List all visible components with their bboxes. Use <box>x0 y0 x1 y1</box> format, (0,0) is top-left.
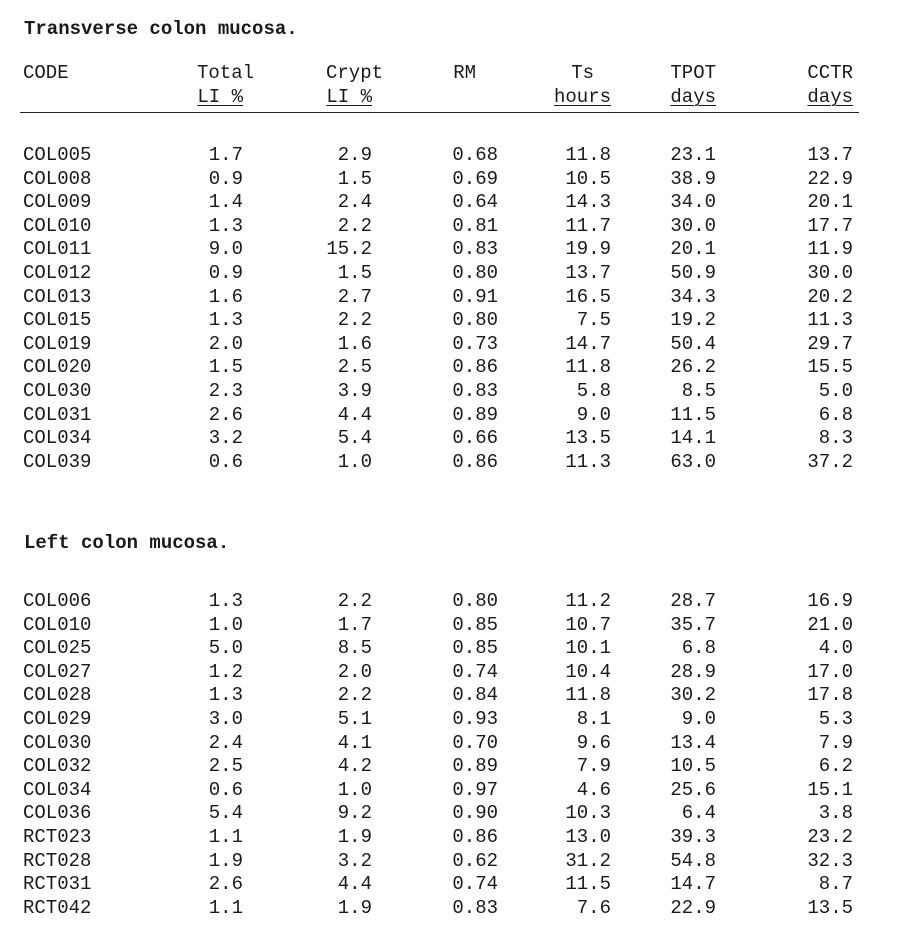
cell-code: RCT023 <box>23 825 92 848</box>
cell-code: COL008 <box>23 167 92 190</box>
cell-total: 3.0 <box>208 707 243 730</box>
col-header-ts: Ts <box>571 62 594 84</box>
cell-rm: 0.74 <box>452 660 498 683</box>
table-body-transverse <box>0 144 907 474</box>
cell-tpot: 28.9 <box>670 660 716 683</box>
cell-cctr: 6.2 <box>818 755 853 778</box>
cell-cctr: 8.3 <box>818 427 853 450</box>
cell-crypt: 8.5 <box>337 637 372 660</box>
cell-ts: 13.0 <box>565 825 611 848</box>
cell-rm: 0.97 <box>452 778 498 801</box>
cell-rm: 0.68 <box>452 144 498 166</box>
cell-total: 2.3 <box>208 379 243 402</box>
col-header-crypt-unit: LI % <box>326 86 372 108</box>
cell-cctr: 17.0 <box>807 660 853 683</box>
section-title-transverse: Transverse colon mucosa. <box>24 18 298 40</box>
cell-total: 2.4 <box>208 731 243 754</box>
table-row <box>0 427 907 451</box>
cell-total: 1.5 <box>208 356 243 379</box>
cell-ts: 10.7 <box>565 613 611 636</box>
table-row <box>0 286 907 310</box>
cell-code: COL019 <box>23 332 92 355</box>
cell-tpot: 38.9 <box>670 167 716 190</box>
cell-rm: 0.85 <box>452 637 498 660</box>
cell-code: COL034 <box>23 427 92 450</box>
cell-crypt: 1.5 <box>337 261 372 284</box>
cell-rm: 0.89 <box>452 403 498 426</box>
cell-cctr: 13.5 <box>807 896 853 919</box>
cell-ts: 8.1 <box>576 707 611 730</box>
cell-crypt: 9.2 <box>337 802 372 825</box>
cell-tpot: 10.5 <box>670 755 716 778</box>
table-row <box>0 168 907 192</box>
col-header-rm: RM <box>453 62 476 84</box>
col-header-tpot: TPOT <box>670 62 716 84</box>
cell-total: 1.3 <box>208 214 243 237</box>
cell-code: COL032 <box>23 755 92 778</box>
cell-code: COL028 <box>23 684 92 707</box>
cell-code: RCT042 <box>23 896 92 919</box>
cell-ts: 11.2 <box>565 590 611 612</box>
cell-rm: 0.80 <box>452 309 498 332</box>
col-header-crypt: Crypt <box>325 62 383 84</box>
cell-code: COL030 <box>23 379 92 402</box>
col-header-ts-unit: hours <box>553 86 611 108</box>
cell-ts: 14.3 <box>565 191 611 214</box>
cell-cctr: 13.7 <box>807 144 853 166</box>
cell-ts: 11.3 <box>565 450 611 473</box>
cell-total: 1.2 <box>208 660 243 683</box>
cell-tpot: 35.7 <box>670 613 716 636</box>
cell-tpot: 6.4 <box>681 802 716 825</box>
header-rule <box>20 112 859 113</box>
table-body-left <box>0 590 907 920</box>
table-row <box>0 684 907 708</box>
cell-ts: 10.1 <box>565 637 611 660</box>
cell-total: 1.9 <box>208 849 243 872</box>
cell-ts: 13.5 <box>565 427 611 450</box>
cell-cctr: 6.8 <box>818 403 853 426</box>
table-row <box>0 850 907 874</box>
cell-crypt: 2.4 <box>337 191 372 214</box>
cell-tpot: 23.1 <box>670 144 716 166</box>
cell-ts: 7.6 <box>576 896 611 919</box>
cell-crypt: 1.7 <box>337 613 372 636</box>
table-row <box>0 826 907 850</box>
table-row <box>0 732 907 756</box>
cell-cctr: 20.2 <box>807 285 853 308</box>
cell-cctr: 8.7 <box>818 873 853 896</box>
table-row <box>0 356 907 380</box>
col-header-cctr: CCTR <box>807 62 853 84</box>
cell-crypt: 2.2 <box>337 590 372 612</box>
cell-total: 2.5 <box>208 755 243 778</box>
cell-tpot: 8.5 <box>681 379 716 402</box>
cell-rm: 0.80 <box>452 590 498 612</box>
cell-crypt: 1.0 <box>337 450 372 473</box>
cell-rm: 0.86 <box>452 450 498 473</box>
cell-rm: 0.62 <box>452 849 498 872</box>
cell-ts: 5.8 <box>576 379 611 402</box>
cell-ts: 14.7 <box>565 332 611 355</box>
cell-code: COL006 <box>23 590 92 612</box>
table-row <box>0 614 907 638</box>
cell-cctr: 21.0 <box>807 613 853 636</box>
cell-total: 2.0 <box>208 332 243 355</box>
cell-cctr: 29.7 <box>807 332 853 355</box>
cell-rm: 0.81 <box>452 214 498 237</box>
cell-ts: 16.5 <box>565 285 611 308</box>
cell-rm: 0.70 <box>452 731 498 754</box>
cell-code: COL012 <box>23 261 92 284</box>
cell-total: 1.3 <box>208 309 243 332</box>
cell-rm: 0.89 <box>452 755 498 778</box>
cell-crypt: 4.1 <box>337 731 372 754</box>
cell-total: 3.2 <box>208 427 243 450</box>
cell-rm: 0.91 <box>452 285 498 308</box>
cell-tpot: 20.1 <box>670 238 716 261</box>
cell-total: 0.9 <box>208 261 243 284</box>
table-row <box>0 802 907 826</box>
cell-ts: 10.3 <box>565 802 611 825</box>
cell-total: 0.9 <box>208 167 243 190</box>
table-row <box>0 637 907 661</box>
cell-cctr: 11.9 <box>807 238 853 261</box>
table-row <box>0 380 907 404</box>
table-row <box>0 404 907 428</box>
cell-rm: 0.83 <box>452 379 498 402</box>
cell-tpot: 30.2 <box>670 684 716 707</box>
table-row <box>0 873 907 897</box>
cell-tpot: 14.1 <box>670 427 716 450</box>
cell-tpot: 54.8 <box>670 849 716 872</box>
cell-tpot: 39.3 <box>670 825 716 848</box>
cell-rm: 0.80 <box>452 261 498 284</box>
cell-rm: 0.83 <box>452 896 498 919</box>
table-row <box>0 708 907 732</box>
cell-rm: 0.73 <box>452 332 498 355</box>
table-row <box>0 191 907 215</box>
table-row <box>0 590 907 614</box>
cell-code: COL005 <box>23 144 92 166</box>
cell-code: COL010 <box>23 214 92 237</box>
cell-crypt: 2.0 <box>337 660 372 683</box>
cell-rm: 0.69 <box>452 167 498 190</box>
cell-total: 1.3 <box>208 590 243 612</box>
cell-crypt: 15.2 <box>326 238 372 261</box>
table-row <box>0 309 907 333</box>
cell-tpot: 26.2 <box>670 356 716 379</box>
cell-cctr: 5.3 <box>818 707 853 730</box>
cell-cctr: 4.0 <box>818 637 853 660</box>
table-row <box>0 333 907 357</box>
cell-code: COL039 <box>23 450 92 473</box>
cell-crypt: 2.9 <box>337 144 372 166</box>
cell-total: 5.4 <box>208 802 243 825</box>
cell-cctr: 15.1 <box>807 778 853 801</box>
cell-total: 2.6 <box>208 403 243 426</box>
cell-code: COL034 <box>23 778 92 801</box>
cell-ts: 11.8 <box>565 356 611 379</box>
table-row <box>0 755 907 779</box>
cell-cctr: 5.0 <box>818 379 853 402</box>
cell-total: 1.4 <box>208 191 243 214</box>
cell-tpot: 6.8 <box>681 637 716 660</box>
cell-ts: 4.6 <box>576 778 611 801</box>
cell-rm: 0.86 <box>452 356 498 379</box>
cell-tpot: 9.0 <box>681 707 716 730</box>
cell-crypt: 4.2 <box>337 755 372 778</box>
cell-ts: 10.5 <box>565 167 611 190</box>
cell-crypt: 1.9 <box>337 825 372 848</box>
cell-tpot: 19.2 <box>670 309 716 332</box>
cell-crypt: 2.5 <box>337 356 372 379</box>
cell-ts: 7.9 <box>576 755 611 778</box>
cell-code: RCT028 <box>23 849 92 872</box>
cell-code: COL015 <box>23 309 92 332</box>
cell-tpot: 14.7 <box>670 873 716 896</box>
cell-crypt: 1.9 <box>337 896 372 919</box>
cell-cctr: 11.3 <box>807 309 853 332</box>
col-header-total: Total <box>196 62 254 84</box>
cell-crypt: 1.6 <box>337 332 372 355</box>
cell-cctr: 17.7 <box>807 214 853 237</box>
cell-crypt: 4.4 <box>337 873 372 896</box>
cell-ts: 7.5 <box>576 309 611 332</box>
cell-rm: 0.64 <box>452 191 498 214</box>
cell-total: 1.3 <box>208 684 243 707</box>
cell-code: RCT031 <box>23 873 92 896</box>
cell-rm: 0.74 <box>452 873 498 896</box>
cell-code: COL025 <box>23 637 92 660</box>
table-row <box>0 661 907 685</box>
cell-code: COL030 <box>23 731 92 754</box>
cell-cctr: 20.1 <box>807 191 853 214</box>
cell-code: COL010 <box>23 613 92 636</box>
table-row <box>0 897 907 921</box>
cell-rm: 0.90 <box>452 802 498 825</box>
cell-crypt: 2.7 <box>337 285 372 308</box>
table-row <box>0 215 907 239</box>
table-row <box>0 451 907 475</box>
cell-tpot: 63.0 <box>670 450 716 473</box>
cell-cctr: 32.3 <box>807 849 853 872</box>
cell-ts: 11.8 <box>565 144 611 166</box>
cell-cctr: 3.8 <box>818 802 853 825</box>
cell-code: COL011 <box>23 238 92 261</box>
cell-crypt: 5.1 <box>337 707 372 730</box>
cell-total: 2.6 <box>208 873 243 896</box>
cell-crypt: 5.4 <box>337 427 372 450</box>
cell-tpot: 30.0 <box>670 214 716 237</box>
section-title-left: Left colon mucosa. <box>24 532 230 554</box>
cell-code: COL009 <box>23 191 92 214</box>
cell-ts: 11.5 <box>565 873 611 896</box>
cell-total: 5.0 <box>208 637 243 660</box>
cell-crypt: 4.4 <box>337 403 372 426</box>
cell-tpot: 25.6 <box>670 778 716 801</box>
cell-ts: 9.0 <box>576 403 611 426</box>
table-row <box>0 238 907 262</box>
cell-tpot: 22.9 <box>670 896 716 919</box>
cell-rm: 0.85 <box>452 613 498 636</box>
cell-total: 1.0 <box>208 613 243 636</box>
table-row <box>0 779 907 803</box>
cell-tpot: 50.9 <box>670 261 716 284</box>
cell-total: 1.1 <box>208 896 243 919</box>
table-row <box>0 262 907 286</box>
cell-total: 0.6 <box>208 450 243 473</box>
cell-crypt: 3.9 <box>337 379 372 402</box>
cell-crypt: 2.2 <box>337 684 372 707</box>
cell-tpot: 28.7 <box>670 590 716 612</box>
cell-total: 1.6 <box>208 285 243 308</box>
col-header-cctr-unit: days <box>807 86 853 108</box>
cell-total: 1.1 <box>208 825 243 848</box>
cell-code: COL027 <box>23 660 92 683</box>
cell-cctr: 23.2 <box>807 825 853 848</box>
cell-ts: 31.2 <box>565 849 611 872</box>
cell-crypt: 1.5 <box>337 167 372 190</box>
cell-ts: 11.8 <box>565 684 611 707</box>
cell-code: COL013 <box>23 285 92 308</box>
cell-rm: 0.83 <box>452 238 498 261</box>
cell-code: COL036 <box>23 802 92 825</box>
cell-cctr: 7.9 <box>818 731 853 754</box>
col-header-tpot-unit: days <box>670 86 716 108</box>
cell-cctr: 17.8 <box>807 684 853 707</box>
cell-ts: 13.7 <box>565 261 611 284</box>
cell-tpot: 50.4 <box>670 332 716 355</box>
cell-cctr: 16.9 <box>807 590 853 612</box>
col-header-total-unit: LI % <box>197 86 243 108</box>
cell-ts: 9.6 <box>576 731 611 754</box>
cell-rm: 0.84 <box>452 684 498 707</box>
cell-tpot: 34.0 <box>670 191 716 214</box>
cell-cctr: 15.5 <box>807 356 853 379</box>
cell-crypt: 1.0 <box>337 778 372 801</box>
cell-tpot: 13.4 <box>670 731 716 754</box>
cell-code: COL029 <box>23 707 92 730</box>
cell-ts: 19.9 <box>565 238 611 261</box>
cell-crypt: 2.2 <box>337 309 372 332</box>
cell-cctr: 22.9 <box>807 167 853 190</box>
cell-total: 0.6 <box>208 778 243 801</box>
cell-rm: 0.86 <box>452 825 498 848</box>
cell-rm: 0.93 <box>452 707 498 730</box>
cell-total: 9.0 <box>208 238 243 261</box>
cell-rm: 0.66 <box>452 427 498 450</box>
cell-total: 1.7 <box>208 144 243 166</box>
cell-code: COL020 <box>23 356 92 379</box>
cell-tpot: 11.5 <box>670 403 716 426</box>
cell-cctr: 37.2 <box>807 450 853 473</box>
cell-ts: 10.4 <box>565 660 611 683</box>
col-header-code: CODE <box>23 62 69 84</box>
cell-cctr: 30.0 <box>807 261 853 284</box>
cell-crypt: 2.2 <box>337 214 372 237</box>
cell-code: COL031 <box>23 403 92 426</box>
cell-crypt: 3.2 <box>337 849 372 872</box>
cell-ts: 11.7 <box>565 214 611 237</box>
cell-tpot: 34.3 <box>670 285 716 308</box>
table-row <box>0 144 907 168</box>
